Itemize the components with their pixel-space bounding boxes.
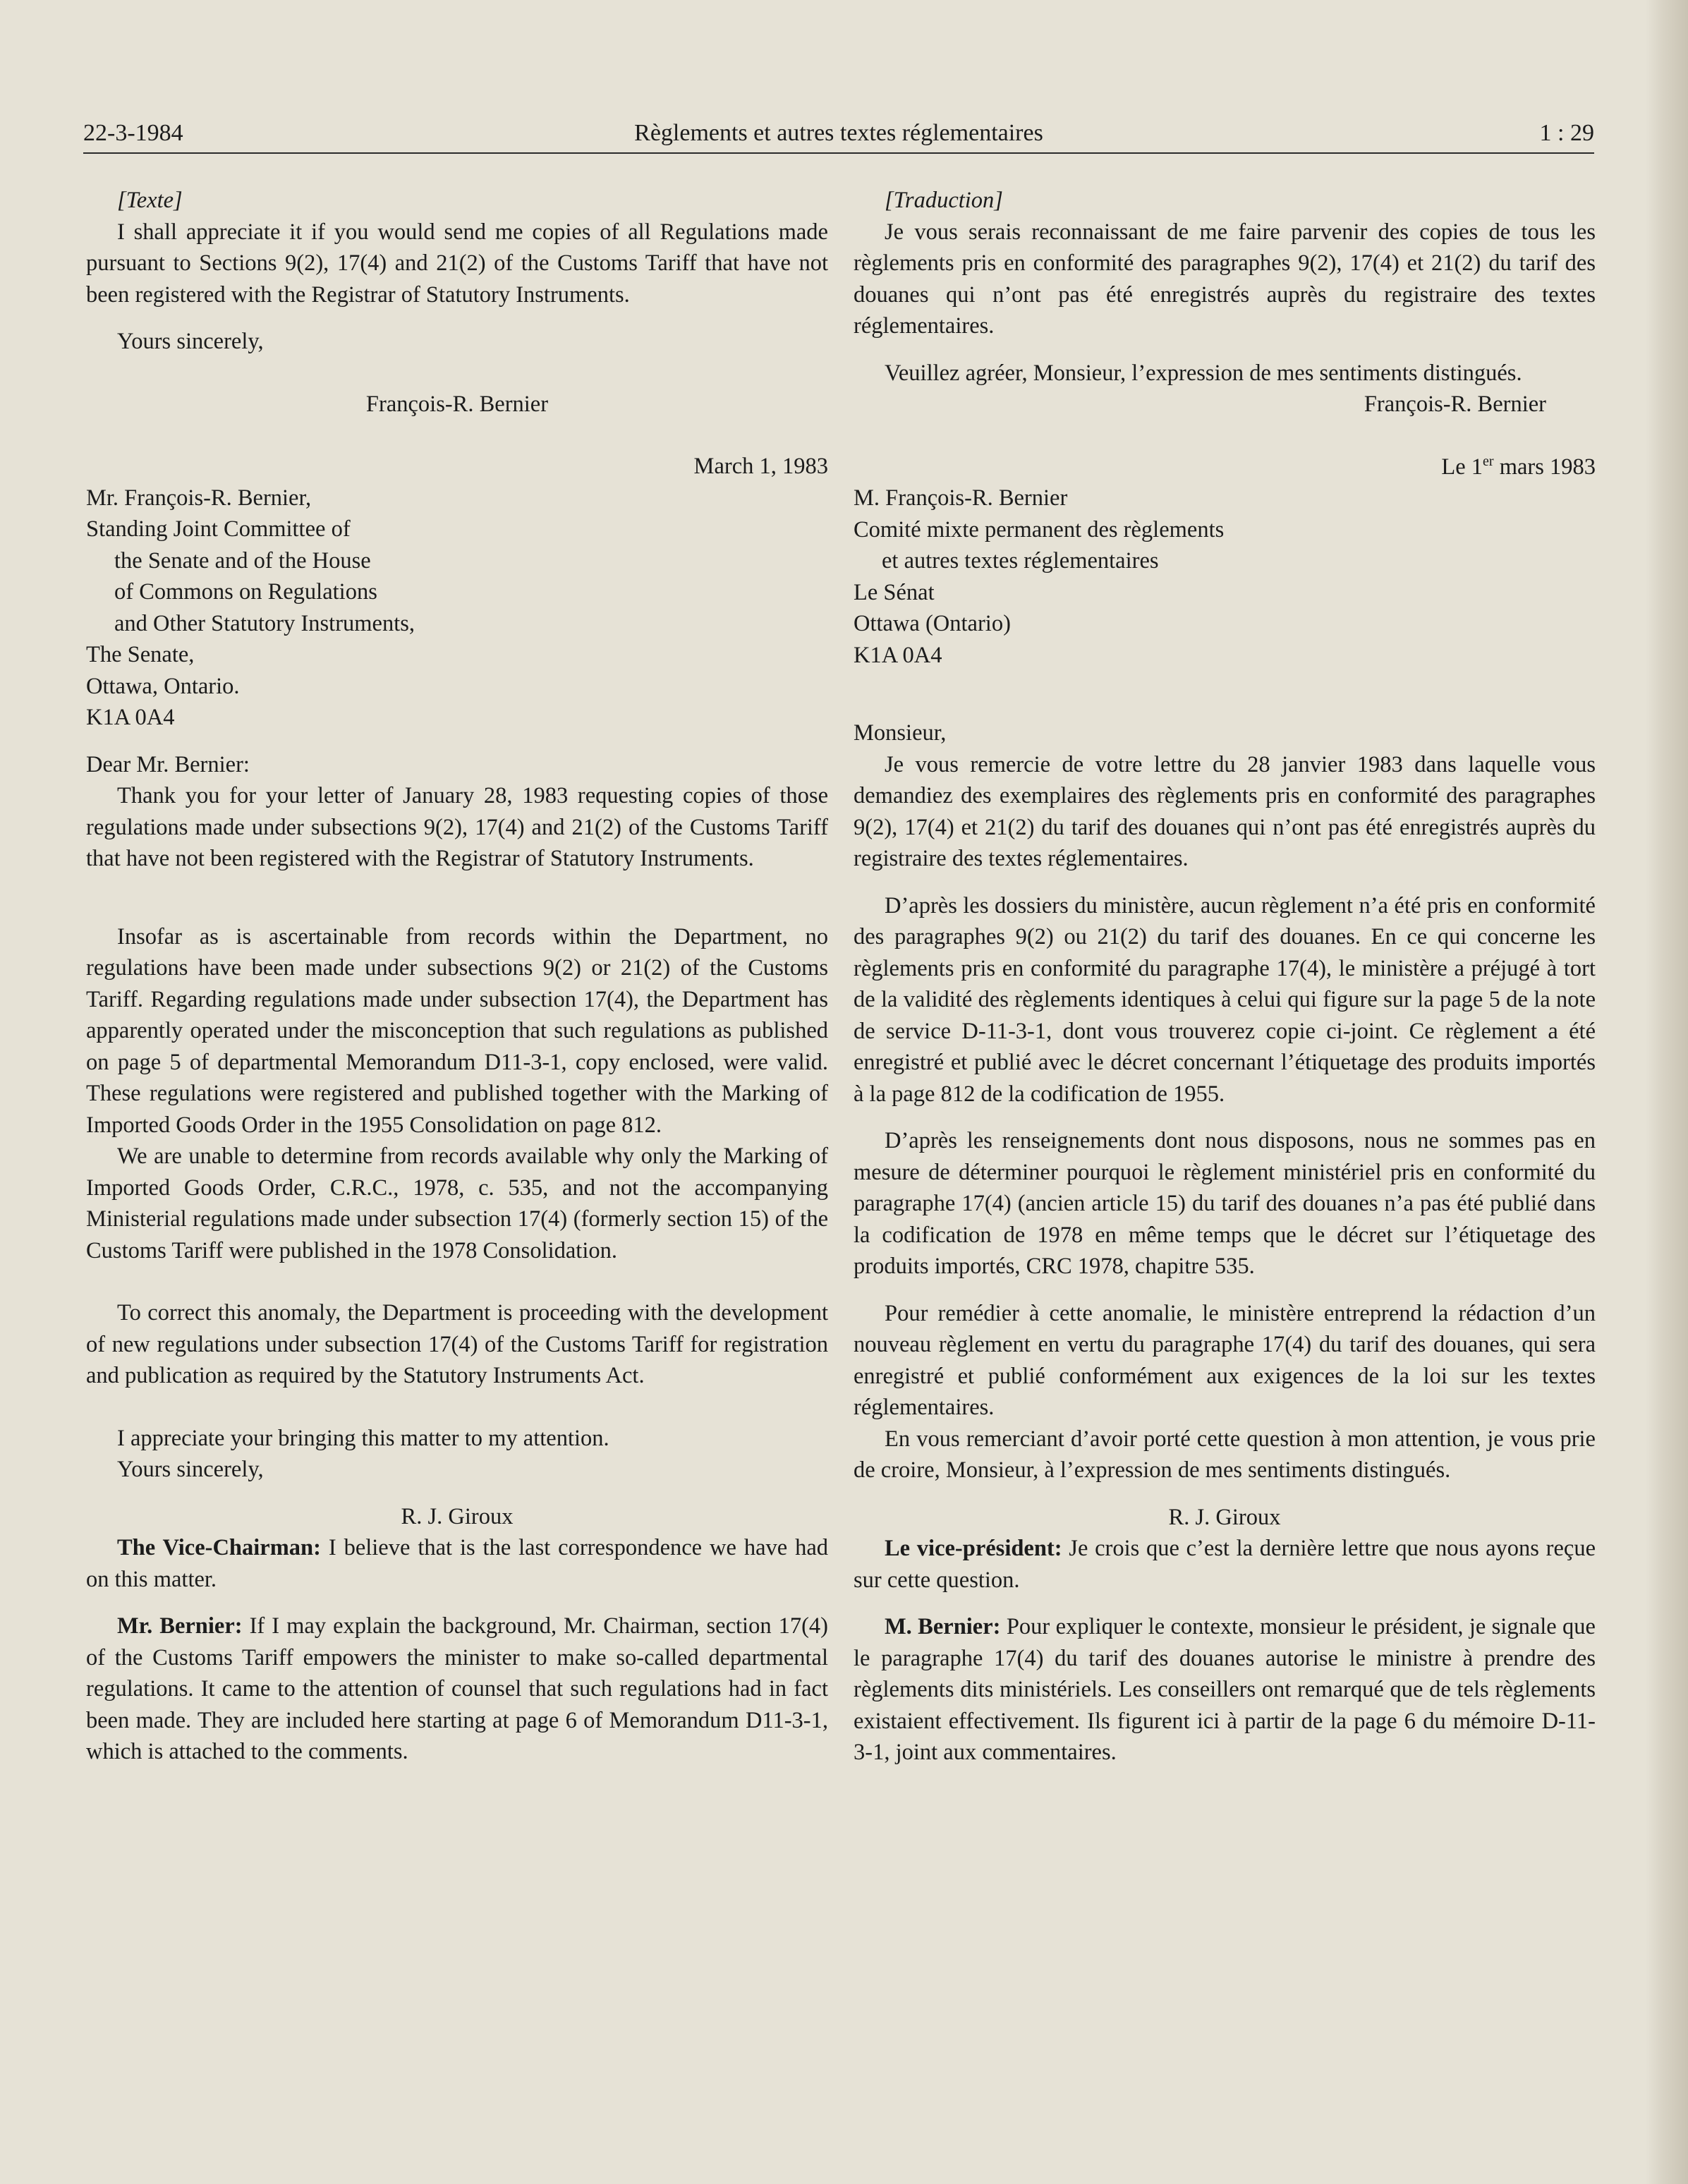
address-line: et autres textes réglementaires: [882, 548, 1159, 574]
header-date: 22-3-1984: [83, 120, 183, 146]
address-block: [86, 483, 828, 734]
reply-paragraph-1: Je vous remercie de votre lettre du 28 janvier 1983 dans laquelle vous demandiez des exemplaires des règlements pris en conformité des paragraphes 9(2), 17(4) et 21(2) du tarif des douanes qui n’ont pas été enregistrés auprès du registraire des textes réglementaires.: [854, 751, 1596, 871]
address-line: The Senate,: [86, 642, 195, 667]
reply-paragraph-3: D’après les renseignements dont nous disposons, nous ne sommes pas en mesure de déterminer pourquoi le règlement ministériel pris en conformité du paragraphe 17(4) (ancien article 15) du tarif des douanes n’a pas été publié dans la codification de 1978 en même temps que le décret sur l’étiquetage des produits importés, CRC 1978, chapitre 535.: [854, 1128, 1596, 1279]
reply-paragraph-5: I appreciate your bringing this matter to my attention.: [117, 1425, 609, 1451]
signature-giroux: R. J. Giroux: [1168, 1504, 1281, 1530]
french-column: [854, 185, 1596, 1769]
letter-date: March 1, 1983: [693, 454, 828, 479]
address-line: Ottawa, Ontario.: [86, 673, 240, 699]
translation-label: [Traduction]: [885, 188, 1003, 213]
speaker-name: Mr. Bernier:: [117, 1613, 243, 1639]
header-title: Règlements et autres textes réglementaires: [634, 120, 1043, 146]
header-page-number: 1 : 29: [1539, 120, 1594, 146]
request-paragraph: Je vous serais reconnaissant de me faire parvenir des copies de tous les règlements pris en conformité des paragraphes 9(2), 17(4) et 21(2) du tarif des douanes qui n’ont pas été enregistrés auprès du registraire des textes réglementaires.: [854, 219, 1596, 339]
address-line: Standing Joint Committee of: [86, 516, 351, 542]
address-line: Ottawa (Ontario): [854, 611, 1011, 636]
address-line: Le Sénat: [854, 579, 935, 605]
running-header: [83, 106, 1594, 154]
address-line: of Commons on Regulations: [114, 579, 377, 605]
address-line: K1A 0A4: [854, 642, 942, 668]
closing-paragraph: Veuillez agréer, Monsieur, l’expression de mes sentiments distingués.: [885, 360, 1522, 386]
address-line: the Senate and of the House: [114, 547, 371, 574]
address-line: Comité mixte permanent des règlements: [854, 516, 1225, 542]
speaker-name: The Vice-Chairman:: [117, 1535, 321, 1560]
address-line: M. François-R. Bernier: [854, 485, 1068, 511]
reply-paragraph-4: Pour remédier à cette anomalie, le ministère entreprend la rédaction d’un nouveau règlement en vertu du paragraphe 17(4) du tarif des douanes, qui sera enregistré et publié conformément aux exigences de la loi sur les textes réglementaires.: [854, 1300, 1596, 1420]
reply-paragraph-4: To correct this anomaly, the Department is proceeding with the development of new regulations under subsection 17(4) of the Customs Tariff for registration and publication as required by the Statutory Instruments Act.: [86, 1300, 828, 1388]
page-edge-shadow: [1646, 0, 1688, 2184]
address-line: K1A 0A4: [86, 705, 175, 730]
reply-paragraph-1: Thank you for your letter of January 28, 1983 requesting copies of those regulations made under subsections 9(2), 17(4) and 21(2) of the Customs Tariff that have not been registered with the Registrar of Statutory Instruments.: [86, 783, 828, 871]
speaker-name: Le vice-président:: [885, 1536, 1062, 1561]
reply-paragraph-5: En vous remerciant d’avoir porté cette question à mon attention, je vous prie de croire, Monsieur, à l’expression de mes sentiments distingués.: [854, 1426, 1596, 1483]
reply-paragraph-2: Insofar as is ascertainable from records within the Department, no regulations have been made under subsections 9(2) or 21(2) of the Customs Tariff. Regarding regulations made under subsection 17(4), the Department has apparently operated under the misconception that such regulations as published on page 5 of departmental Memorandum D11-3-1, copy enclosed, were valid. These regulations were registered and published together with the Marking of Imported Goods Order in the 1955 Consolidation on page 812.: [86, 923, 828, 1138]
salutation: Monsieur,: [854, 720, 947, 746]
closing-line: Yours sincerely,: [117, 329, 264, 354]
vice-president-remark: Le vice-président: Je crois que c’est la dernière lettre que nous ayons reçue sur cette question.: [854, 1536, 1596, 1593]
vice-chairman-remark: The Vice-Chairman: I believe that is the last correspondence we have had on this matter.: [86, 1535, 828, 1592]
address-line: and Other Statutory Instruments,: [114, 610, 415, 636]
bernier-remark: M. Bernier: Pour expliquer le contexte, monsieur le président, je signale que le paragraphe 17(4) du tarif des douanes autorise le ministre à prendre des règlements dits ministériels. Les conseillers ont remarqué que de tels règlements existaient effectivement. Ils figurent ici à partir de la page 6 du mémoire D-11-3-1, joint aux commentaires.: [854, 1614, 1596, 1765]
english-column: [86, 185, 828, 1768]
letter-date: Le 1er mars 1983: [1441, 453, 1596, 480]
salutation: Dear Mr. Bernier:: [86, 751, 250, 777]
speaker-name: M. Bernier:: [885, 1614, 1001, 1639]
signature-bernier: François-R. Bernier: [365, 391, 549, 417]
closing-line: Yours sincerely,: [117, 1457, 264, 1482]
request-paragraph: I shall appreciate it if you would send me copies of all Regulations made pursuant to Sections 9(2), 17(4) and 21(2) of the Customs Tariff that have not been registered with the Registrar of Statutory Instruments.: [86, 219, 828, 308]
signature-bernier: François-R. Bernier: [1364, 392, 1546, 417]
signature-giroux: R. J. Giroux: [401, 1503, 514, 1529]
address-line: Mr. François-R. Bernier,: [86, 485, 312, 511]
reply-paragraph-3: We are unable to determine from records available why only the Marking of Imported Goods Order, C.R.C., 1978, c. 535, and not the accompanying Ministerial regulations made under subsection 17(4) (formerly section 15) of the Customs Tariff were published in the 1978 Consolidation.: [86, 1143, 828, 1263]
text-label: [Texte]: [117, 188, 183, 213]
bernier-remark: Mr. Bernier: If I may explain the background, Mr. Chairman, section 17(4) of the Customs Tariff empowers the minister to make so-called departmental regulations. It came to the attention of counsel that such regulations had in fact been made. They are included here starting at page 6 of Memorandum D11-3-1, which is attached to the comments.: [86, 1613, 828, 1764]
reply-paragraph-2: D’après les dossiers du ministère, aucun règlement n’a été pris en conformité des paragraphes 9(2) ou 21(2) du tarif des douanes. En ce qui concerne les règlements pris en conformité du paragraphe 17(4), le ministère a préjugé à tort de la validité des règlements identiques à celui qui figure sur la page 5 de la note de service D-11-3-1, dont vous trouverez copie ci-joint. Ce règlement a été enregistré et publié avec le décret concernant l’étiquetage des produits importés à la page 812 de la codification de 1955.: [854, 892, 1596, 1107]
address-block: [854, 483, 1596, 671]
